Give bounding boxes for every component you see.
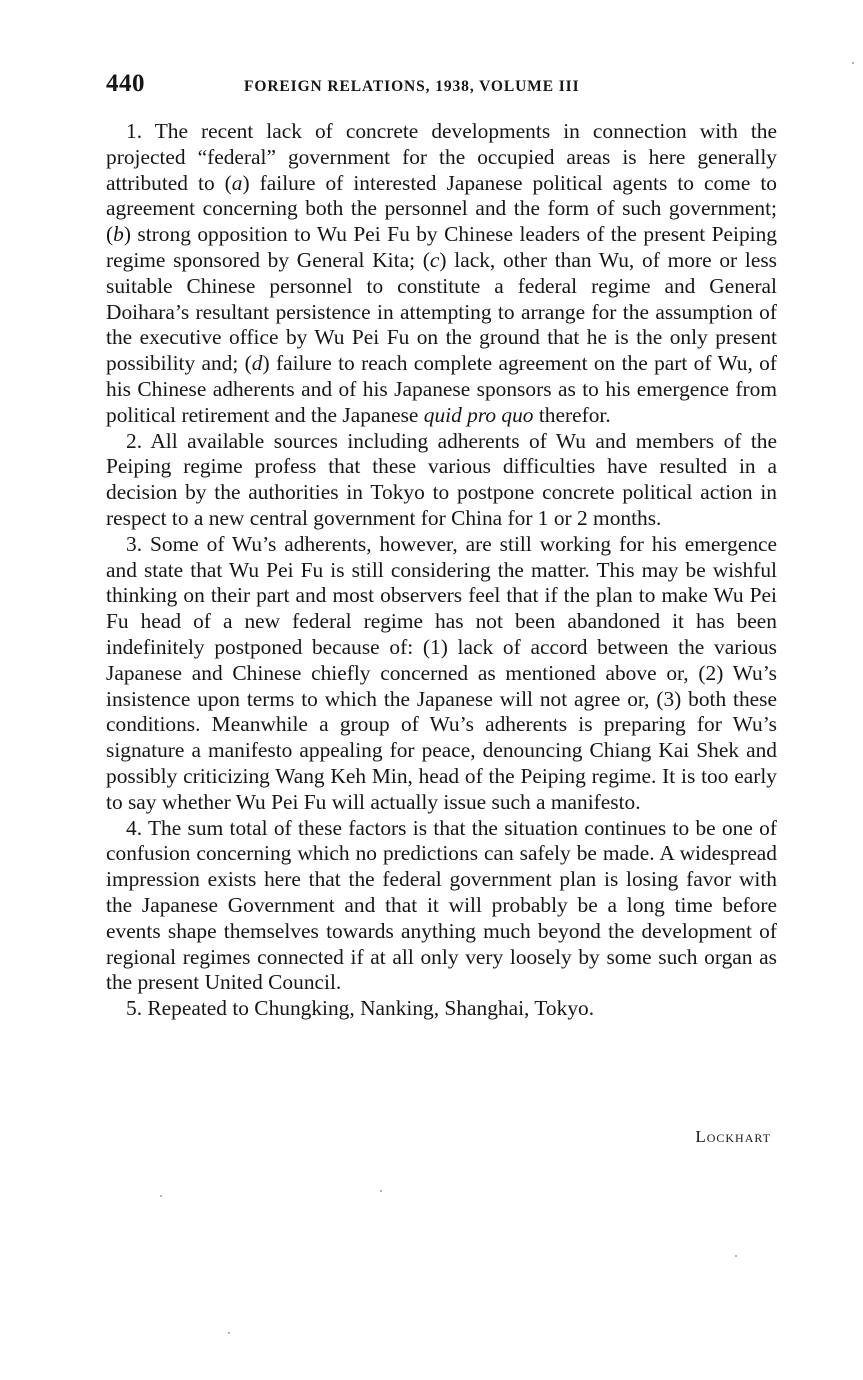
signature: Lockhart <box>695 1127 771 1146</box>
paragraph-1-text-d: ) lack, other than Wu, of more or less suitable Chinese personnel to constitute a federal regime and General Doihara’s resultant persistence in attempting to arrange for the assumption of the executive office by Wu Pei Fu on the ground that he is the only present possibility and; ( <box>106 247 777 376</box>
scan-speck <box>735 1255 737 1257</box>
paragraph-1 <box>106 119 777 429</box>
page-number: 440 <box>106 70 145 97</box>
paragraph-1-text-b: ) failure of interested Japanese political agents to come to agreement concerning both the personnel and the form of such government; ( <box>106 170 777 247</box>
paragraph-1-text-c: ) strong opposition to Wu Pei Fu by Chinese leaders of the present Peiping regime sponsored by General Kita; ( <box>106 222 777 272</box>
page-header <box>106 70 776 104</box>
item-label-d: d <box>251 351 263 376</box>
running-title: FOREIGN RELATIONS, 1938, VOLUME III <box>244 78 580 95</box>
item-label-c: c <box>429 247 440 272</box>
item-label-b: b <box>113 222 124 247</box>
paragraph-2: 2. All available sources including adherents of Wu and members of the Peiping regime profess that these various difficulties have resulted in a decision by the authorities in Tokyo to postpone concrete political action in respect to a new central government for China for 1 or 2 months. <box>106 428 777 530</box>
scan-speck <box>160 1195 162 1197</box>
document-body <box>106 119 777 1022</box>
paragraph-1-text-f: therefor. <box>533 402 611 427</box>
latin-phrase: quid pro quo <box>423 402 534 427</box>
scan-speck <box>852 62 854 64</box>
scan-speck <box>380 1190 382 1192</box>
paragraph-1-text-a: 1. The recent lack of concrete developments in connection with the projected “federal” government for the occupied areas is here generally attributed to ( <box>106 119 777 195</box>
paragraph-5: 5. Repeated to Chungking, Nanking, Shanghai, Tokyo. <box>126 996 595 1021</box>
scan-speck <box>228 1332 230 1334</box>
paragraph-4: 4. The sum total of these factors is that the situation continues to be one of confusion concerning which no predictions can safely be made. A widespread impression exists here that the federal government plan is losing favor with the Japanese Government and that it will probably be a long time before events shape themselves towards anything much beyond the development of regional regimes connected if at all only very loosely by some such organ as the present United Council. <box>106 815 777 995</box>
paragraph-1-text-e: ) failure to reach complete agreement on the part of Wu, of his Chinese adherents and of his Japanese sponsors as to his emergence from political retirement and the Japanese <box>106 351 777 427</box>
paragraph-3: 3. Some of Wu’s adherents, however, are still working for his emergence and state that Wu Pei Fu is still considering the matter. This may be wishful thinking on their part and most observers feel that if the plan to make Wu Pei Fu head of a new federal regime has not been abandoned it has been indefinitely postponed because of: (1) lack of accord between the various Japanese and Chinese chiefly concerned as mentioned above or, (2) Wu’s insistence upon terms to which the Japanese will not agree or, (3) both these conditions. Meanwhile a group of Wu’s adherents is preparing for Wu’s signature a manifesto appealing for peace, denouncing Chiang Kai Shek and possibly criticizing Wang Keh Min, head of the Peiping regime. It is too early to say whether Wu Pei Fu will actually issue such a manifesto. <box>106 531 777 814</box>
item-label-a: a <box>231 170 243 195</box>
